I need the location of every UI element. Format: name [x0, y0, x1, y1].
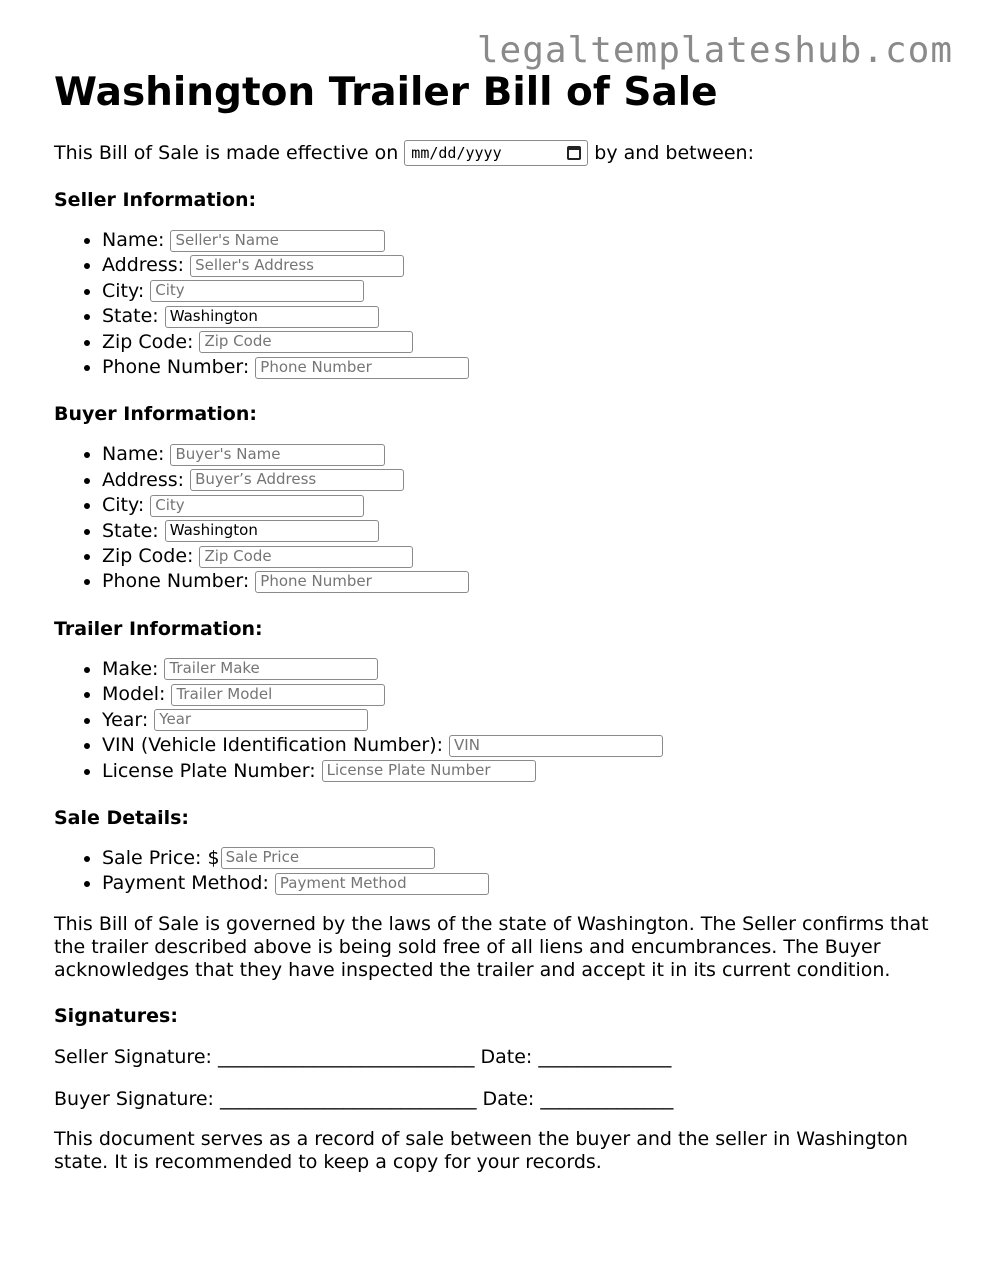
seller-state-input[interactable]: Washington: [165, 306, 379, 328]
buyer-state-input[interactable]: Washington: [165, 520, 379, 542]
buyer-state-item: [102, 519, 934, 544]
seller-phone-item: [102, 355, 934, 380]
trailer-vin-label: VIN (Vehicle Identification Number):: [102, 734, 444, 757]
buyer-phone-input[interactable]: Phone Number: [255, 571, 469, 593]
signatures-heading: Signatures:: [54, 1004, 178, 1027]
intro-after: by and between:: [594, 142, 754, 164]
buyer-heading: Buyer Information:: [54, 403, 257, 426]
intro-line: [54, 140, 934, 166]
buyer-zip-label: Zip Code:: [102, 545, 194, 568]
trailer-year-label: Year:: [102, 708, 149, 731]
calendar-icon[interactable]: [567, 146, 581, 160]
payment-method-label: Payment Method:: [102, 872, 269, 895]
buyer-address-input[interactable]: Buyer’s Address: [190, 469, 404, 491]
buyer-name-item: [102, 442, 934, 467]
buyer-phone-label: Phone Number:: [102, 570, 250, 593]
buyer-zip-input[interactable]: Zip Code: [199, 546, 413, 568]
seller-city-input[interactable]: City: [150, 280, 364, 302]
trailer-make-item: [102, 657, 934, 682]
seller-zip-item: [102, 330, 934, 355]
page-title: Washington Trailer Bill of Sale: [54, 70, 718, 115]
trailer-plate-input[interactable]: License Plate Number: [322, 760, 536, 782]
date-placeholder: mm/dd/yyyy: [411, 144, 502, 162]
trailer-model-label: Model:: [102, 683, 166, 706]
trailer-year-item: [102, 708, 934, 733]
trailer-make-label: Make:: [102, 657, 159, 680]
trailer-model-input[interactable]: Trailer Model: [171, 684, 385, 706]
trailer-vin-item: [102, 733, 934, 758]
seller-zip-input[interactable]: Zip Code: [199, 331, 413, 353]
seller-name-input[interactable]: Seller's Name: [170, 230, 385, 252]
seller-city-label: City:: [102, 279, 145, 302]
seller-address-label: Address:: [102, 254, 185, 277]
buyer-state-label: State:: [102, 519, 159, 542]
seller-address-item: [102, 253, 934, 278]
terms-paragraph: This Bill of Sale is governed by the laws of the state of Washington. The Seller confirms that the trailer described above is being sold free of all liens and encumbrances. The Buyer acknowledges that they have inspected the trailer and accept it in its current condition.: [54, 912, 929, 981]
seller-fields: [54, 228, 934, 380]
seller-state-item: [102, 304, 934, 329]
seller-state-label: State:: [102, 305, 159, 328]
buyer-name-input[interactable]: Buyer's Name: [170, 444, 385, 466]
sale-price-input[interactable]: Sale Price: [221, 847, 435, 869]
seller-phone-input[interactable]: Phone Number: [255, 357, 469, 379]
effective-date-input[interactable]: [404, 140, 588, 166]
sale-price-label: Sale Price: $: [102, 846, 220, 869]
trailer-model-item: [102, 682, 934, 707]
seller-address-input[interactable]: Seller's Address: [190, 255, 404, 277]
payment-method-input[interactable]: Payment Method: [275, 873, 489, 895]
seller-city-item: [102, 279, 934, 304]
trailer-year-input[interactable]: Year: [154, 709, 368, 731]
buyer-signature-line: Buyer Signature: ___________________________ Date: ______________: [54, 1087, 674, 1110]
sale-heading: Sale Details:: [54, 806, 190, 829]
buyer-city-input[interactable]: City: [150, 495, 364, 517]
trailer-vin-input[interactable]: VIN: [449, 735, 663, 757]
buyer-phone-item: [102, 569, 934, 594]
sale-fields: [54, 846, 934, 897]
buyer-city-item: [102, 493, 934, 518]
seller-zip-label: Zip Code:: [102, 330, 194, 353]
intro-before: This Bill of Sale is made effective on: [54, 142, 399, 164]
trailer-plate-label: License Plate Number:: [102, 759, 316, 782]
trailer-make-input[interactable]: Trailer Make: [164, 658, 378, 680]
seller-heading: Seller Information:: [54, 189, 257, 211]
trailer-plate-item: [102, 759, 934, 784]
seller-name-label: Name:: [102, 229, 165, 251]
payment-method-item: [102, 871, 934, 896]
buyer-city-label: City:: [102, 494, 145, 517]
buyer-fields: [54, 442, 934, 594]
trailer-heading: Trailer Information:: [54, 617, 263, 640]
buyer-name-label: Name:: [102, 443, 165, 466]
buyer-address-item: [102, 468, 934, 493]
seller-name-item: [102, 228, 934, 253]
buyer-zip-item: [102, 544, 934, 569]
seller-phone-label: Phone Number:: [102, 356, 250, 379]
sale-price-item: [102, 846, 934, 871]
closing-paragraph: This document serves as a record of sale between the buyer and the seller in Washington state. It is recommended to keep a copy for your records.: [54, 1127, 908, 1173]
seller-signature-line: Seller Signature: ___________________________ Date: ______________: [54, 1045, 672, 1068]
buyer-address-label: Address:: [102, 468, 185, 491]
trailer-fields: [54, 657, 934, 784]
bill-of-sale-form: [54, 70, 934, 1174]
watermark: legaltemplateshub.com: [476, 30, 953, 71]
